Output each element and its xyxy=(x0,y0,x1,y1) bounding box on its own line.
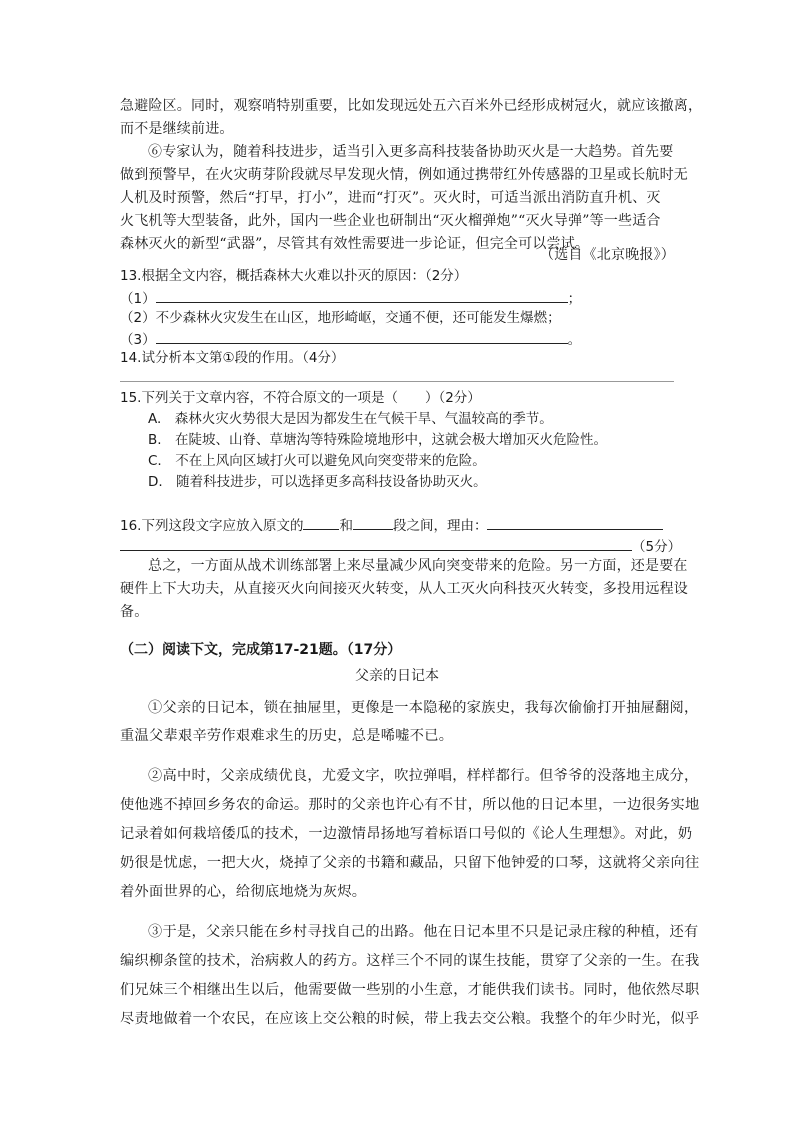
q16-excerpt-3: 备。 xyxy=(120,604,149,620)
passage-line-1: 急避险区。同时，观察哨特别重要，比如发现远处五六百米外已经形成树冠火，就应该撤离， xyxy=(120,98,703,114)
passage-line-7: 森林灭火的新型“武器”，尽管其有效性需要进一步论证，但完全可以尝试。 xyxy=(120,236,590,252)
q13-answer-1-blank[interactable] xyxy=(156,287,568,303)
passage-line-2: 而不是继续前进。 xyxy=(120,121,234,137)
passage-source: （选自《北京晚报》） xyxy=(540,247,675,263)
q16-reason-blank-1[interactable] xyxy=(487,514,663,530)
story-p2-line-2: 使他逃不掉回乡务农的命运。那时的父亲也许心有不甘，所以他的日记本里，一边很务实地 xyxy=(120,797,700,813)
section-2-heading: （二）阅读下文，完成第17-21题。（17分） xyxy=(120,642,402,658)
q15-option-b[interactable]: B. 在陡坡、山脊、草塘沟等特殊险境地形中，这就会极大增加灭火危险性。 xyxy=(148,432,608,448)
story-p2-line-1: ②高中时，父亲成绩优良，尤爱文字，吹拉弹唱，样样都行。但爷爷的没落地主成分， xyxy=(148,768,699,784)
story-p3-line-3: 们兄妹三个相继出生以后，他需要做一些别的小生意，才能供我们读书。同时，他依然尽职 xyxy=(120,982,700,998)
story-p2-line-5: 着外面世界的心，给彻底地烧为灰烬。 xyxy=(120,884,367,900)
q15-option-c[interactable]: C. 不在上风向区域打火可以避免风向突变带来的危险。 xyxy=(148,453,486,469)
story-p2-line-3: 记录着如何栽培倭瓜的技术，一边激情昂扬地写着标语口号似的《论人生理想》。对此，奶 xyxy=(120,826,693,842)
q16-stem-c: 段之间，理由： xyxy=(392,518,488,534)
story-p3-line-4: 尽责地做着一个农民，在应该上交公粮的时候，带上我去交公粮。我整个的年少时光，似乎 xyxy=(120,1011,700,1027)
q16-reason-blank-2[interactable] xyxy=(120,535,632,551)
passage-line-4: 做到预警早，在火灾萌芽阶段就尽早发现火情，例如通过携带红外传感器的卫星或长航时无 xyxy=(120,167,688,183)
story-p2-line-4: 奶很是忧虑，一把大火，烧掉了父亲的书籍和藏品，只留下他钟爱的口琴，这就将父亲向往 xyxy=(120,855,700,871)
q13-stem: 13.根据全文内容，概括森林大火难以扑灭的原因：（2分） xyxy=(120,268,468,284)
q14-answer-line[interactable] xyxy=(120,381,674,382)
q15-option-d[interactable]: D. 随着科技进步，可以选择更多高科技设备协助灭火。 xyxy=(148,474,487,490)
q16-reason-line-2 xyxy=(120,535,681,557)
q14-stem: 14.试分析本文第①段的作用。（4分） xyxy=(120,350,345,366)
q15-stem: 15.下列关于文章内容，不符合原文的一项是（ ）（2分） xyxy=(120,390,481,406)
story-title: 父亲的日记本 xyxy=(355,668,439,684)
q13-item-3-label: （3） xyxy=(120,332,156,348)
q13-answer-3-blank[interactable] xyxy=(156,328,568,344)
q16-excerpt-1: 总之，一方面从战术训练部署上来尽量减少风向突变带来的危险。另一方面，还是要在 xyxy=(148,558,688,574)
passage-line-5: 人机及时预警，然后“打早，打小”，进而“打灭”。灭火时，可适当派出消防直升机、灭 xyxy=(120,190,661,206)
q13-item-3-end: 。 xyxy=(567,332,582,348)
q16-score: （5分） xyxy=(632,539,682,555)
q16-stem-a: 16.下列这段文字应放入原文的 xyxy=(120,518,304,534)
story-p3-line-1: ③于是，父亲只能在乡村寻找自己的出路。他在日记本里不只是记录庄稼的种植，还有 xyxy=(148,924,699,940)
q16-stem-b: 和 xyxy=(339,518,353,534)
q16-stem xyxy=(120,514,663,536)
passage-line-6: 火飞机等大型装备，此外，国内一些企业也研制出“灭火榴弹炮”“灭火导弹”等一些适合 xyxy=(120,213,661,229)
passage-line-3: ⑥专家认为，随着科技进步，适当引入更多高科技装备协助灭火是一大趋势。首先要 xyxy=(148,144,674,160)
story-p1-line-1: ①父亲的日记本，锁在抽屉里，更像是一本隐秘的家族史，我每次偷偷打开抽屉翻阅， xyxy=(148,700,699,716)
q16-excerpt-2: 硬件上下大功夫，从直接灭火向间接灭火转变，从人工灭火向科技灭火转变，多投用远程设 xyxy=(120,581,688,597)
q13-item-1-end: ； xyxy=(567,291,582,307)
q13-item-3 xyxy=(120,328,581,350)
story-p3-line-2: 编织柳条筐的技术，治病救人的药方。这样三个不同的谋生技能，贯穿了父亲的一生。在我 xyxy=(120,953,700,969)
q16-blank-2[interactable] xyxy=(353,514,393,530)
story-p1-line-2: 重温父辈艰辛劳作艰难求生的历史，总是唏嘘不已。 xyxy=(120,728,454,744)
q13-item-1-label: （1） xyxy=(120,291,156,307)
q13-item-1 xyxy=(120,287,581,309)
q16-blank-1[interactable] xyxy=(303,514,339,530)
q13-item-2: （2）不少森林火灾发生在山区，地形崎岖，交通不便，还可能发生爆燃； xyxy=(120,310,561,326)
q15-option-a[interactable]: A. 森林火灾火势很大是因为都发生在气候干旱、气温较高的季节。 xyxy=(148,411,553,427)
